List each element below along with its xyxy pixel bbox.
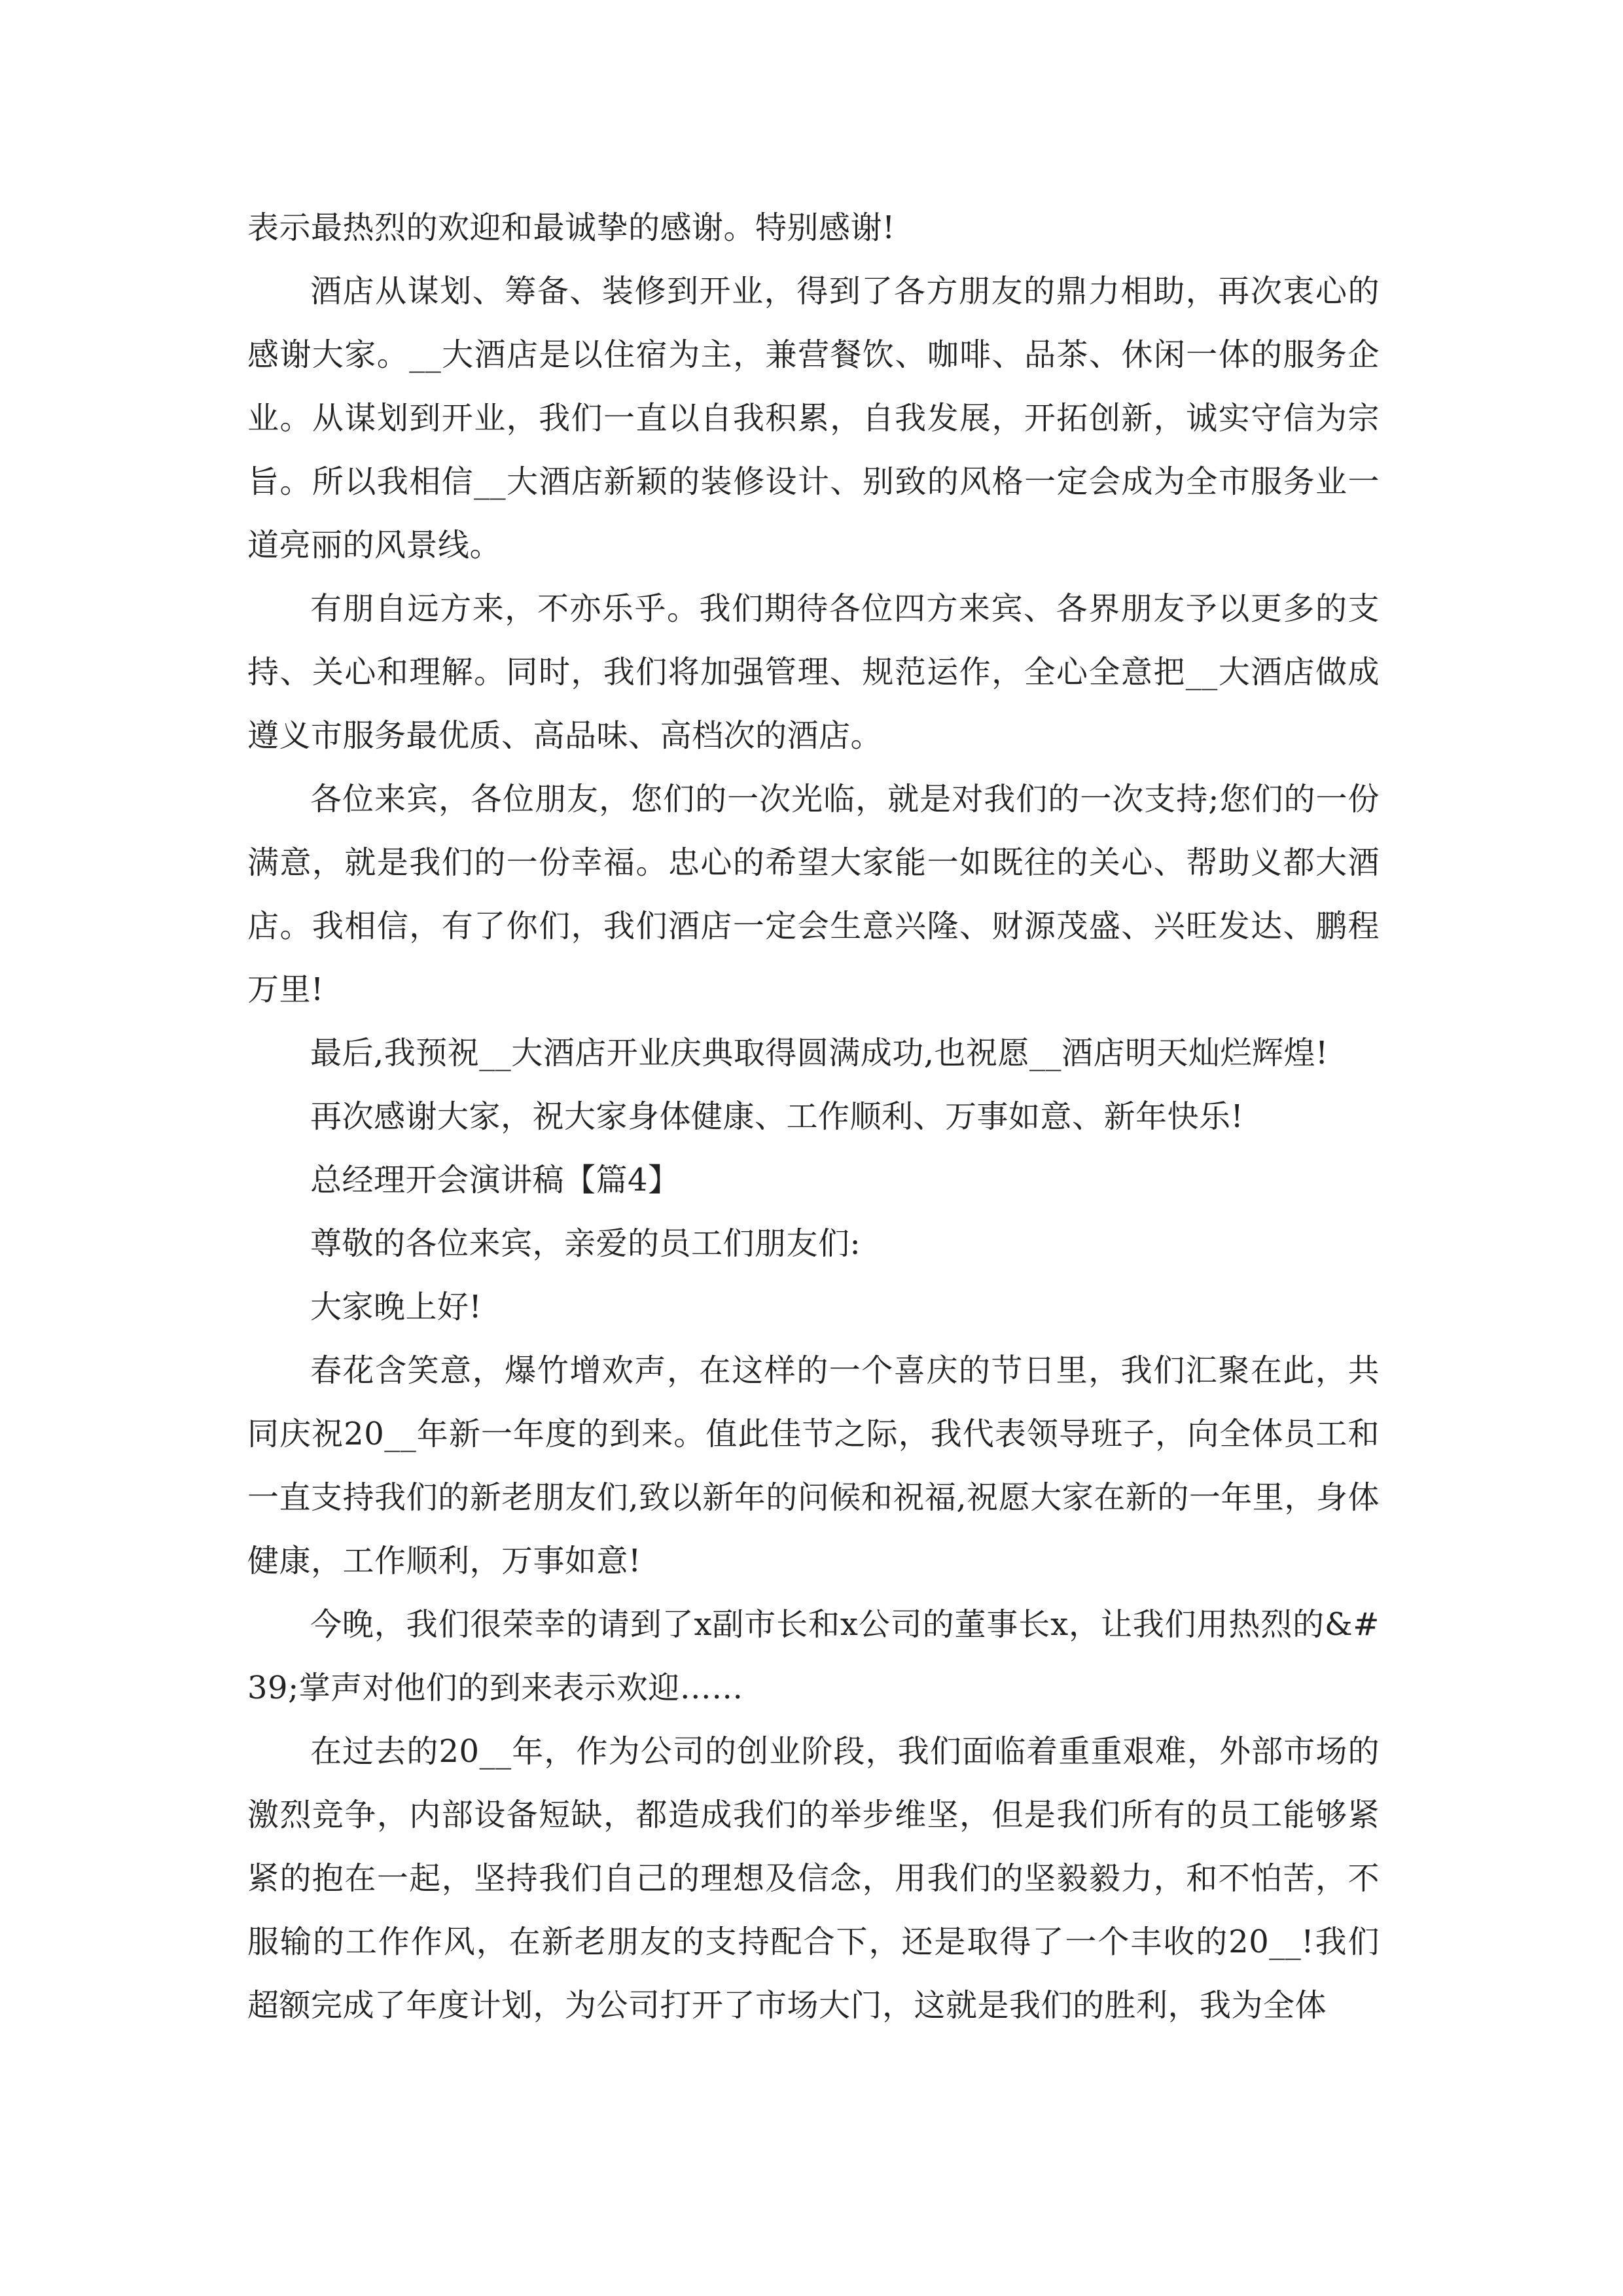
body-text [247, 196, 1380, 2037]
paragraph: 表示最热烈的欢迎和最诚挚的感谢。特别感谢! [247, 209, 895, 246]
paragraph: 各位来宾，各位朋友，您们的一次光临，就是对我们的一次支持;您们的一份满意，就是我们的一份幸福。忠心的希望大家能一如既往的关心、帮助义都大酒店。我相信，有了你们，我们酒店一定会生意兴隆、财源茂盛、兴旺发达、鹏程万里! [247, 781, 1380, 1008]
salutation: 尊敬的各位来宾，亲爱的员工们朋友们: [310, 1225, 861, 1262]
paragraph: 有朋自远方来，不亦乐乎。我们期待各位四方来宾、各界朋友予以更多的支持、关心和理解。同时，我们将加强管理、规范运作，全心全意把__大酒店做成遵义市服务最优质、高品味、高档次的酒店。 [247, 590, 1380, 754]
section-heading: 总经理开会演讲稿【篇4】 [310, 1162, 680, 1198]
paragraph: 酒店从谋划、筹备、装修到开业，得到了各方朋友的鼎力相助，再次衷心的感谢大家。__大酒店是以住宿为主，兼营餐饮、咖啡、品茶、休闲一体的服务企业。从谋划到开业，我们一直以自我积累，自我发展，开拓创新，诚实守信为宗旨。所以我相信__大酒店新颖的装修设计、别致的风格一定会成为全市服务业一道亮丽的风景线。 [247, 273, 1380, 564]
paragraph: 今晚，我们很荣幸的请到了x副市长和x公司的董事长x，让我们用热烈的&#39;掌声对他们的到来表示欢迎…… [247, 1606, 1380, 1706]
paragraph: 春花含笑意，爆竹增欢声，在这样的一个喜庆的节日里，我们汇聚在此，共同庆祝20__年新一年度的到来。值此佳节之际，我代表领导班子，向全体员工和一直支持我们的新老朋友们,致以新年的问候和祝福,祝愿大家在新的一年里，身体健康，工作顺利，万事如意! [247, 1352, 1380, 1579]
paragraph: 在过去的20__年，作为公司的创业阶段，我们面临着重重艰难，外部市场的激烈竞争，内部设备短缺，都造成我们的举步维坚，但是我们所有的员工能够紧紧的抱在一起，坚持我们自己的理想及信念，用我们的坚毅毅力，和不怕苦，不服输的工作作风，在新老朋友的支持配合下，还是取得了一个丰收的20__!我们超额完成了年度计划，为公司打开了市场大门，这就是我们的胜利，我为全体 [247, 1733, 1380, 2024]
paragraph: 再次感谢大家，祝大家身体健康、工作顺利、万事如意、新年快乐! [310, 1098, 1244, 1135]
greeting: 大家晚上好! [310, 1289, 482, 1325]
paragraph: 最后,我预祝__大酒店开业庆典取得圆满成功,也祝愿__酒店明天灿烂辉煌! [310, 1035, 1329, 1071]
